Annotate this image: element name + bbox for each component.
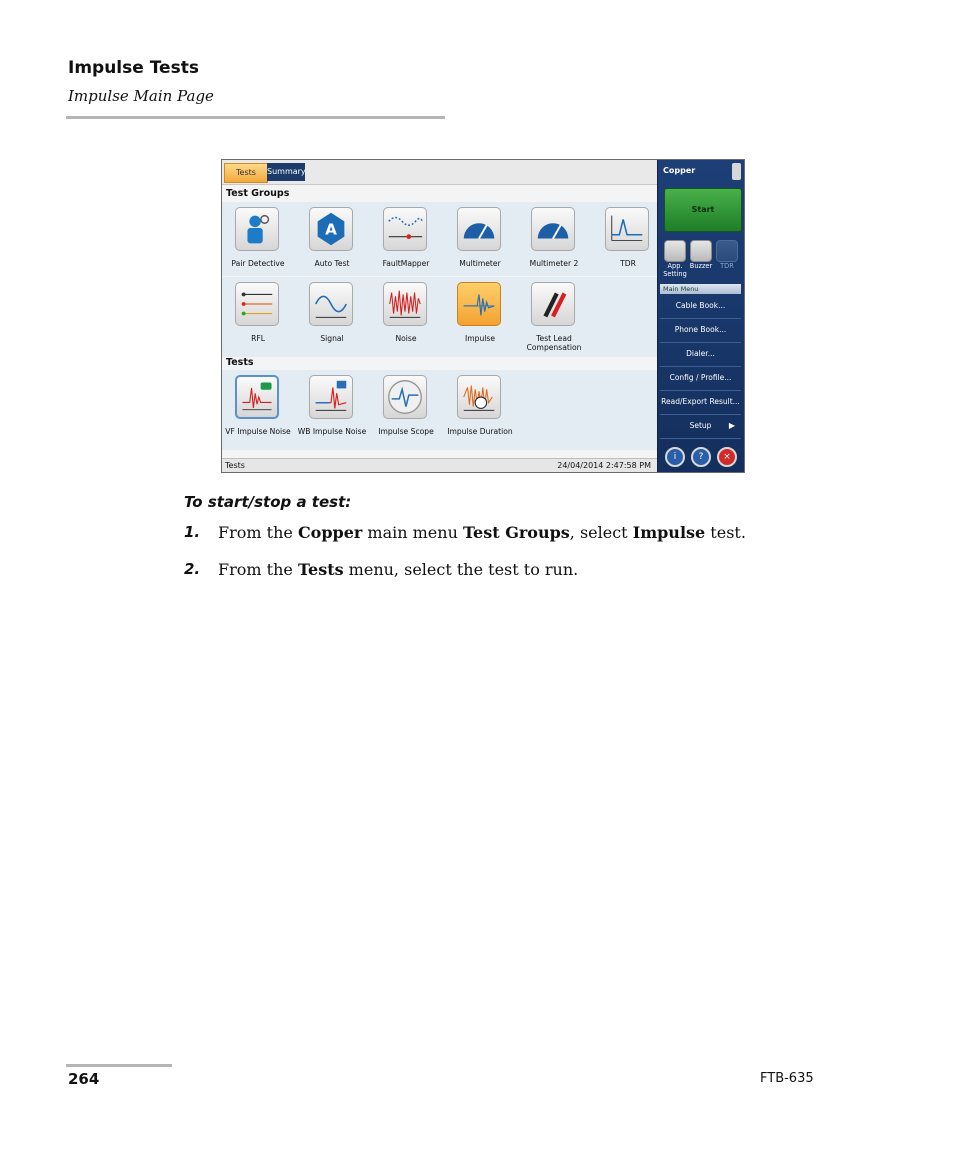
menu-label: Dialer...: [686, 349, 715, 358]
document-id: FTB-635: [760, 1071, 814, 1086]
tile-impulse[interactable]: [444, 282, 516, 350]
close-button[interactable]: ×: [717, 447, 737, 467]
tab-tests[interactable]: Tests: [224, 163, 268, 183]
tile-test-lead-compensation[interactable]: [518, 282, 590, 350]
tile-wb-impulse-noise[interactable]: [296, 375, 368, 443]
main-pane: [222, 160, 657, 472]
tile-pair-detective[interactable]: [222, 207, 294, 275]
tile-label: VF Impulse Noise: [225, 427, 291, 436]
section-subtitle: Impulse Main Page: [68, 87, 214, 105]
test-lead-icon: [531, 282, 575, 326]
main-menu-header: Main Menu: [660, 284, 741, 294]
tab-bar: [222, 160, 657, 185]
tile-label: Multimeter 2: [529, 259, 579, 268]
tdr-waveform-icon: [605, 207, 649, 251]
step-text: From the Tests menu, select the test to run.: [218, 560, 579, 579]
auto-test-icon: [309, 207, 353, 251]
tile-impulse-duration[interactable]: [444, 375, 516, 443]
faultmapper-icon: [383, 207, 427, 251]
status-datetime: 24/04/2014 2:47:58 PM: [557, 461, 651, 470]
tile-label: TDR: [620, 259, 636, 268]
tile-tdr[interactable]: [592, 207, 664, 275]
section-title: Impulse Tests: [68, 58, 199, 78]
gauge-icon: [531, 207, 575, 251]
tile-label: Noise: [395, 334, 417, 343]
rfl-icon: [235, 282, 279, 326]
side-panel: [657, 160, 745, 472]
tile-multimeter-2[interactable]: [518, 207, 590, 275]
tile-auto-test[interactable]: [296, 207, 368, 275]
impulse-duration-icon: [457, 375, 501, 419]
menu-dialer[interactable]: [660, 342, 741, 367]
step-number: 2.: [184, 560, 201, 578]
menu-read-export[interactable]: [660, 390, 741, 415]
info-button[interactable]: i: [665, 447, 685, 467]
sine-wave-icon: [309, 282, 353, 326]
tile-noise[interactable]: [370, 282, 442, 350]
quick-label: Buzzer: [689, 262, 713, 270]
tile-label: Impulse: [464, 334, 495, 343]
tile-label: Impulse Scope: [378, 427, 434, 436]
pair-detective-icon: [235, 207, 279, 251]
tab-summary[interactable]: Summary: [267, 163, 305, 181]
menu-label: Config / Profile...: [669, 373, 732, 382]
menu-label: Cable Book...: [675, 301, 726, 310]
tile-label: RFL: [251, 334, 265, 343]
tile-faultmapper[interactable]: [370, 207, 442, 275]
menu-label: Read/Export Result...: [661, 397, 740, 406]
wb-impulse-noise-icon: [309, 375, 353, 419]
tile-signal[interactable]: [296, 282, 368, 350]
gauge-icon: [457, 207, 501, 251]
tile-label: Multimeter: [459, 259, 501, 268]
noise-icon: [383, 282, 427, 326]
tile-vf-impulse-noise[interactable]: [222, 375, 294, 443]
quick-label: TDR: [720, 262, 734, 270]
tile-label: Test Lead Compensation: [526, 334, 582, 352]
chevron-right-icon: ▶: [728, 421, 735, 430]
panel-title: Copper: [663, 166, 696, 175]
menu-config-profile[interactable]: [660, 366, 741, 391]
scope-icon: [383, 375, 427, 419]
impulse-icon: [457, 282, 501, 326]
footer-rule: [66, 1064, 172, 1067]
tile-rfl[interactable]: [222, 282, 294, 350]
step-text: From the Copper main menu Test Groups, select Impulse test.: [218, 523, 746, 542]
tile-label: Pair Detective: [231, 259, 285, 268]
tile-impulse-scope[interactable]: [370, 375, 442, 443]
tests-heading: Tests: [226, 357, 254, 368]
battery-icon: [732, 163, 741, 180]
buzzer-icon[interactable]: [690, 240, 712, 262]
menu-label: Phone Book...: [674, 325, 727, 334]
procedure-title: To start/stop a test:: [184, 493, 352, 511]
menu-cable-book[interactable]: [660, 294, 741, 319]
status-bar: [222, 458, 657, 473]
test-groups-heading: Test Groups: [226, 188, 290, 199]
header-rule: [66, 116, 445, 119]
tile-label: Auto Test: [314, 259, 350, 268]
tile-label: FaultMapper: [382, 259, 430, 268]
step-number: 1.: [184, 523, 201, 541]
menu-label: Setup: [689, 421, 712, 430]
vf-impulse-noise-icon: [235, 375, 279, 419]
svg-text:A: A: [325, 220, 337, 239]
app-setting-icon[interactable]: [664, 240, 686, 262]
tdr-quick-icon[interactable]: [716, 240, 738, 262]
menu-setup[interactable]: [660, 414, 741, 439]
app-screenshot: [221, 159, 745, 473]
help-button[interactable]: ?: [691, 447, 711, 467]
page-number: 264: [68, 1070, 100, 1088]
menu-phone-book[interactable]: [660, 318, 741, 343]
tile-multimeter[interactable]: [444, 207, 516, 275]
quick-label: App. Setting: [663, 262, 687, 278]
tile-label: Impulse Duration: [447, 427, 513, 436]
tile-label: WB Impulse Noise: [297, 427, 367, 436]
status-left: Tests: [225, 461, 245, 470]
start-button[interactable]: Start: [664, 188, 742, 232]
tile-label: Signal: [320, 334, 344, 343]
